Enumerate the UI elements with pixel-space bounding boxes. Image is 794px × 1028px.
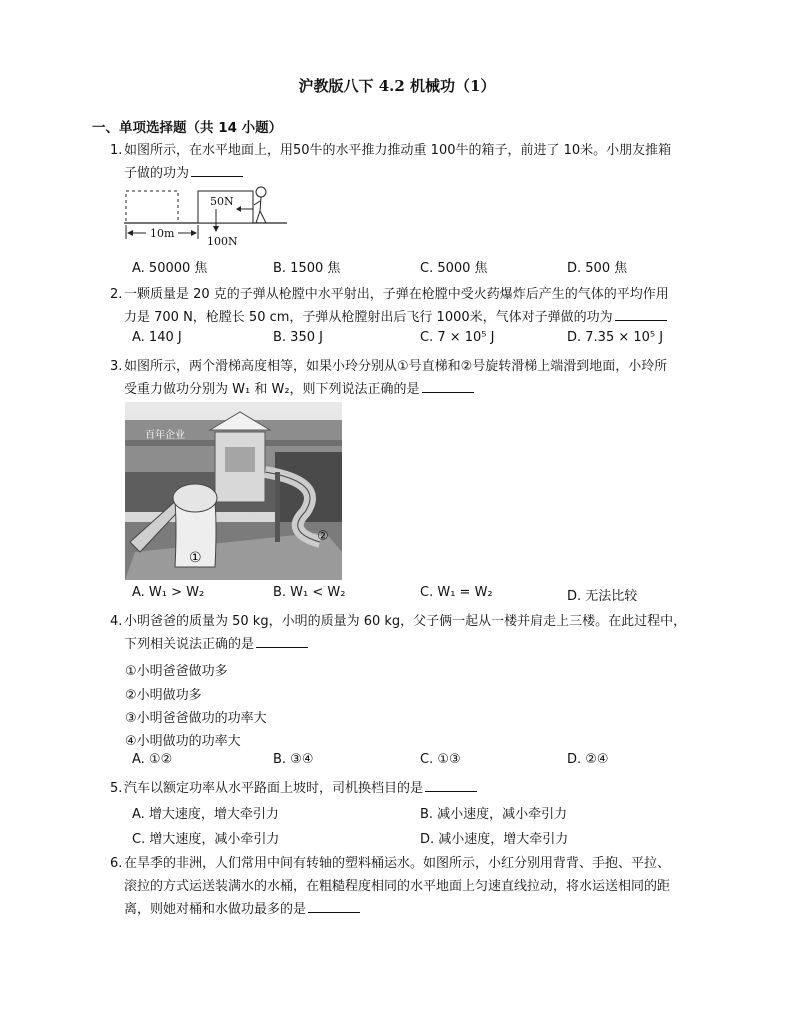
force-label: 50N xyxy=(210,195,234,208)
gravity-arrow-head xyxy=(213,226,219,232)
option-b[interactable]: B. 减小速度，减小牵引力 xyxy=(420,807,568,822)
option-a[interactable]: A. 140 J xyxy=(132,330,182,345)
option-a[interactable]: A. ①② xyxy=(132,752,173,767)
question-line xyxy=(124,378,725,401)
answer-blank[interactable] xyxy=(422,378,474,393)
question-number: 2. xyxy=(110,287,123,302)
question-text xyxy=(124,139,725,185)
statement-2: ②小明做功多 xyxy=(125,688,202,703)
q5-options-row-1 xyxy=(132,803,732,823)
question-line xyxy=(124,162,725,185)
option-c[interactable]: C. 增大速度，减小牵引力 xyxy=(132,832,280,847)
post xyxy=(275,472,280,542)
question-text xyxy=(124,283,725,329)
question-line-text: 下列相关说法正确的是 xyxy=(124,637,255,652)
question-line-text: 力是 700 N，枪膛长 50 cm，子弹从枪膛射出后飞行 1000米，气体对子弹做的功为 xyxy=(124,310,613,325)
option-d[interactable]: D. 无法比较 xyxy=(567,589,638,604)
question-1 xyxy=(110,139,725,185)
question-line-text: 子做的功为 xyxy=(124,166,190,181)
question-5 xyxy=(110,777,725,800)
distance-label: 10m xyxy=(150,227,175,240)
question-number: 3. xyxy=(110,359,123,374)
answer-blank[interactable] xyxy=(425,777,477,792)
playground-slide-photo xyxy=(125,402,342,580)
section-heading: 一、单项选择题（共 14 小题） xyxy=(92,120,283,136)
q2-options xyxy=(132,330,732,350)
question-number: 1. xyxy=(110,143,123,158)
answer-blank[interactable] xyxy=(191,162,243,177)
page-title: 沪教版八下 4.2 机械功（1） xyxy=(298,77,496,95)
child-arm-icon xyxy=(254,201,260,205)
slide-label-1: ① xyxy=(189,550,202,566)
q4-options xyxy=(132,752,732,772)
option-c[interactable]: C. 5000 焦 xyxy=(420,261,488,276)
question-number: 4. xyxy=(110,614,123,629)
question-line: 如图所示，两个滑梯高度相等，如果小玲分别从①号直梯和②号旋转滑梯上端滑到地面，小玲所 xyxy=(124,359,668,374)
answer-blank[interactable] xyxy=(256,633,308,648)
question-text xyxy=(124,355,725,401)
child-leg-icon xyxy=(260,211,266,223)
building-sign: 百年企业 xyxy=(145,430,185,441)
question-line: 小明爸爸的质量为 50 kg，小明的质量为 60 kg，父子俩一起从一楼并肩走上三楼。在此过程中， xyxy=(124,614,687,629)
child-head-icon xyxy=(256,187,266,197)
question-text xyxy=(124,777,725,800)
option-b[interactable]: B. ③④ xyxy=(273,752,314,767)
slide-cap xyxy=(173,484,217,512)
question-line xyxy=(124,306,725,329)
question-line: 如图所示，在水平地面上，用50牛的水平推力推动重 100牛的箱子，前进了 10米。小朋友推箱 xyxy=(124,143,672,158)
option-c[interactable]: C. 7 × 10⁵ J xyxy=(420,330,495,345)
slide-illustration xyxy=(125,402,342,580)
option-a[interactable]: A. W₁ > W₂ xyxy=(132,585,205,600)
option-b[interactable]: B. 350 J xyxy=(273,330,323,345)
option-c[interactable]: C. W₁ = W₂ xyxy=(420,585,493,600)
statement-3: ③小明爸爸做功的功率大 xyxy=(125,711,267,726)
question-line xyxy=(124,898,725,921)
weight-label: 100N xyxy=(207,235,238,248)
question-line: 一颗质量是 20 克的子弹从枪膛中水平射出，子弹在枪膛中受火药爆炸后产生的气体的平均作用 xyxy=(124,287,669,302)
question-line-text: 汽车以额定功率从水平路面上坡时，司机换档目的是 xyxy=(124,781,424,796)
question-3 xyxy=(110,355,725,401)
question-line-text: 受重力做功分别为 W₁ 和 W₂，则下列说法正确的是 xyxy=(124,382,420,397)
statement-1: ①小明爸爸做功多 xyxy=(125,664,228,679)
option-d[interactable]: D. 7.35 × 10⁵ J xyxy=(567,330,664,345)
option-a[interactable]: A. 50000 焦 xyxy=(132,261,208,276)
child-body-icon xyxy=(260,197,261,211)
initial-box-outline xyxy=(126,191,178,223)
dimension-arrow-head xyxy=(127,230,133,236)
q1-options xyxy=(132,257,732,277)
option-d[interactable]: D. 减小速度，增大牵引力 xyxy=(420,832,569,847)
child-leg-icon xyxy=(256,211,260,223)
option-b[interactable]: B. W₁ < W₂ xyxy=(273,585,346,600)
option-b[interactable]: B. 1500 焦 xyxy=(273,261,341,276)
question-number: 6. xyxy=(110,856,123,871)
dimension-arrow-head xyxy=(191,230,197,236)
q5-options-row-2 xyxy=(132,828,732,848)
tower-window xyxy=(225,447,255,472)
question-line: 滚拉的方式运送装满水的水桶，在粗糙程度相同的水平地面上匀速直线拉动，将水运送相同的距 xyxy=(124,879,671,894)
q3-options xyxy=(132,585,732,605)
option-c[interactable]: C. ①③ xyxy=(420,752,461,767)
question-4 xyxy=(110,610,725,656)
question-6 xyxy=(110,852,725,921)
question-line xyxy=(124,777,725,800)
question-text xyxy=(124,610,725,656)
question-line: 在旱季的非洲，人们常用中间有转轴的塑料桶运水。如图所示，小红分别用背背、手抱、平拉、 xyxy=(124,856,671,871)
question-line-text: 离，则她对桶和水做功最多的是 xyxy=(124,902,307,917)
question-text xyxy=(124,852,725,921)
question-2 xyxy=(110,283,725,329)
question-number: 5. xyxy=(110,781,123,796)
option-d[interactable]: D. 500 焦 xyxy=(567,261,628,276)
option-d[interactable]: D. ②④ xyxy=(567,752,609,767)
box-push-figure xyxy=(122,183,292,251)
answer-blank[interactable] xyxy=(308,898,360,913)
statement-4: ④小明做功的功率大 xyxy=(125,734,241,749)
question-line xyxy=(124,633,725,656)
slide-label-2: ② xyxy=(317,529,329,544)
answer-blank[interactable] xyxy=(615,306,667,321)
option-a[interactable]: A. 增大速度，增大牵引力 xyxy=(132,807,279,822)
